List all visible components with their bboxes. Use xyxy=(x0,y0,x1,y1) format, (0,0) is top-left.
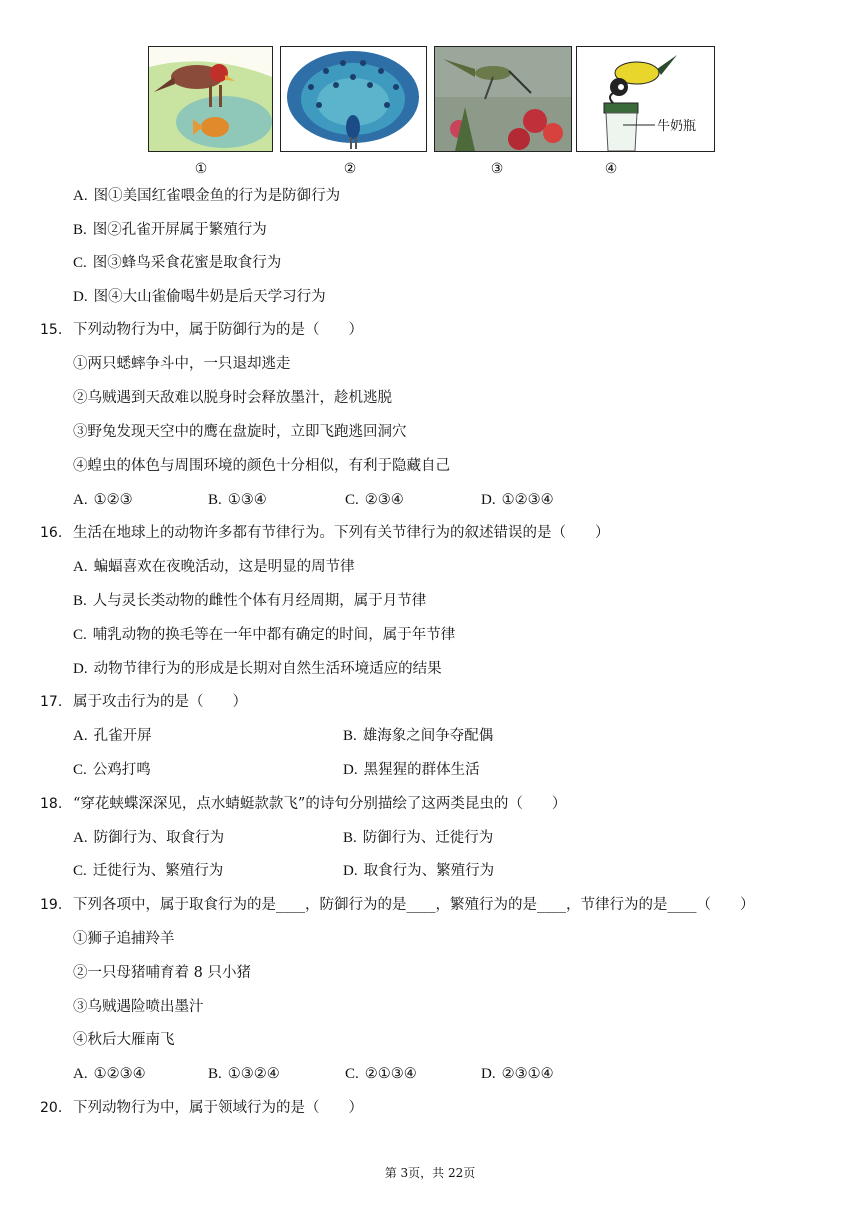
q15-option-d[interactable]: D. ①②③④ xyxy=(481,492,554,508)
q16-option-b[interactable]: B. 人与灵长类动物的雌性个体有月经周期，属于月节律 xyxy=(73,593,427,609)
q17-option-c[interactable]: C. 公鸡打鸣 xyxy=(73,762,151,778)
q19-stem: 19. 下列各项中，属于取食行为的是____，防御行为的是____，繁殖行为的是____，节律行为的是____（ ） xyxy=(40,897,755,913)
figure-label-1: ① xyxy=(194,161,208,177)
q15-stem: 15. 下列动物行为中，属于防御行为的是（ ） xyxy=(40,322,363,338)
figure-great-tit-milk-bottle xyxy=(576,46,715,152)
q18-option-b[interactable]: B. 防御行为、迁徙行为 xyxy=(343,830,494,846)
q15-option-a[interactable]: A. ①②③ xyxy=(73,492,133,508)
q19-options xyxy=(73,1065,773,1083)
q15-option-c[interactable]: C. ②③④ xyxy=(345,492,404,508)
q19-option-b[interactable]: B. ①③②④ xyxy=(208,1066,280,1082)
q16-option-a[interactable]: A. 蝙蝠喜欢在夜晚活动，这是明显的周节律 xyxy=(73,559,355,575)
figure-row xyxy=(148,46,714,152)
figure-peacock-display xyxy=(280,46,427,152)
q18-options-row-2 xyxy=(73,862,773,880)
q16-option-c[interactable]: C. 哺乳动物的换毛等在一年中都有确定的时间，属于年节律 xyxy=(73,627,456,643)
question-number: 19. xyxy=(40,897,63,913)
q18-option-c[interactable]: C. 迁徙行为、繁殖行为 xyxy=(73,863,224,879)
q17-stem: 17. 属于攻击行为的是（ ） xyxy=(40,694,247,710)
q16-stem: 16. 生活在地球上的动物许多都有节律行为。下列有关节律行为的叙述错误的是（ ） xyxy=(40,525,610,541)
question-number: 15. xyxy=(40,322,63,338)
q18-option-a[interactable]: A. 防御行为、取食行为 xyxy=(73,830,225,846)
q20-stem: 20. 下列动物行为中，属于领域行为的是（ ） xyxy=(40,1100,363,1116)
q19-item-3: ③乌贼遇险喷出墨汁 xyxy=(73,999,204,1015)
q17-option-d[interactable]: D. 黑猩猩的群体生活 xyxy=(343,762,480,778)
q19-option-d[interactable]: D. ②③①④ xyxy=(481,1066,554,1082)
q16-option-d[interactable]: D. 动物节律行为的形成是长期对自然生活环境适应的结果 xyxy=(73,661,442,677)
q19-option-a[interactable]: A. ①②③④ xyxy=(73,1066,146,1082)
figure-label-4: ④ xyxy=(604,161,618,177)
question-number: 20. xyxy=(40,1100,63,1116)
q15-option-b[interactable]: B. ①③④ xyxy=(208,492,267,508)
milk-bottle-label: 牛奶瓶 xyxy=(657,119,697,134)
q15-options xyxy=(73,491,773,509)
question-number: 16. xyxy=(40,525,63,541)
page-footer: 第 3页，共 22页 xyxy=(384,1166,476,1180)
question-number: 18. xyxy=(40,796,63,812)
q18-stem: 18. “穿花蛱蝶深深见，点水蜻蜓款款飞”的诗句分别描绘了这两类昆虫的（ ） xyxy=(40,796,567,812)
figure-label-2: ② xyxy=(343,161,357,177)
q18-options-row-1 xyxy=(73,829,773,847)
q15-item-1: ①两只蟋蟀争斗中，一只退却逃走 xyxy=(73,356,291,372)
q15-item-4: ④蝗虫的体色与周围环境的颜色十分相似，有利于隐藏自己 xyxy=(73,458,450,474)
figure-cardinal-feeding-goldfish xyxy=(148,46,273,152)
q14-option-b[interactable]: B. 图②孔雀开屏属于繁殖行为 xyxy=(73,222,267,238)
q15-item-2: ②乌贼遇到天敌难以脱身时会释放墨汁，趁机逃脱 xyxy=(73,390,392,406)
q17-options-row-1 xyxy=(73,727,773,745)
q14-option-a[interactable]: A. 图①美国红雀喂金鱼的行为是防御行为 xyxy=(73,188,341,204)
q17-options-row-2 xyxy=(73,761,773,779)
q17-option-a[interactable]: A. 孔雀开屏 xyxy=(73,728,152,744)
question-number: 17. xyxy=(40,694,63,710)
figure-hummingbird-nectar xyxy=(434,46,572,152)
q19-item-4: ④秋后大雁南飞 xyxy=(73,1032,175,1048)
q19-item-2: ②一只母猪哺育着 8 只小猪 xyxy=(73,965,251,981)
q18-option-d[interactable]: D. 取食行为、繁殖行为 xyxy=(343,863,495,879)
q19-option-c[interactable]: C. ②①③④ xyxy=(345,1066,417,1082)
q19-item-1: ①狮子追捕羚羊 xyxy=(73,931,175,947)
figure-label-3: ③ xyxy=(490,161,504,177)
q14-option-c[interactable]: C. 图③蜂鸟采食花蜜是取食行为 xyxy=(73,255,282,271)
q17-option-b[interactable]: B. 雄海象之间争夺配偶 xyxy=(343,728,494,744)
q14-option-d[interactable]: D. 图④大山雀偷喝牛奶是后天学习行为 xyxy=(73,289,326,305)
q15-item-3: ③野兔发现天空中的鹰在盘旋时，立即飞跑逃回洞穴 xyxy=(73,424,407,440)
